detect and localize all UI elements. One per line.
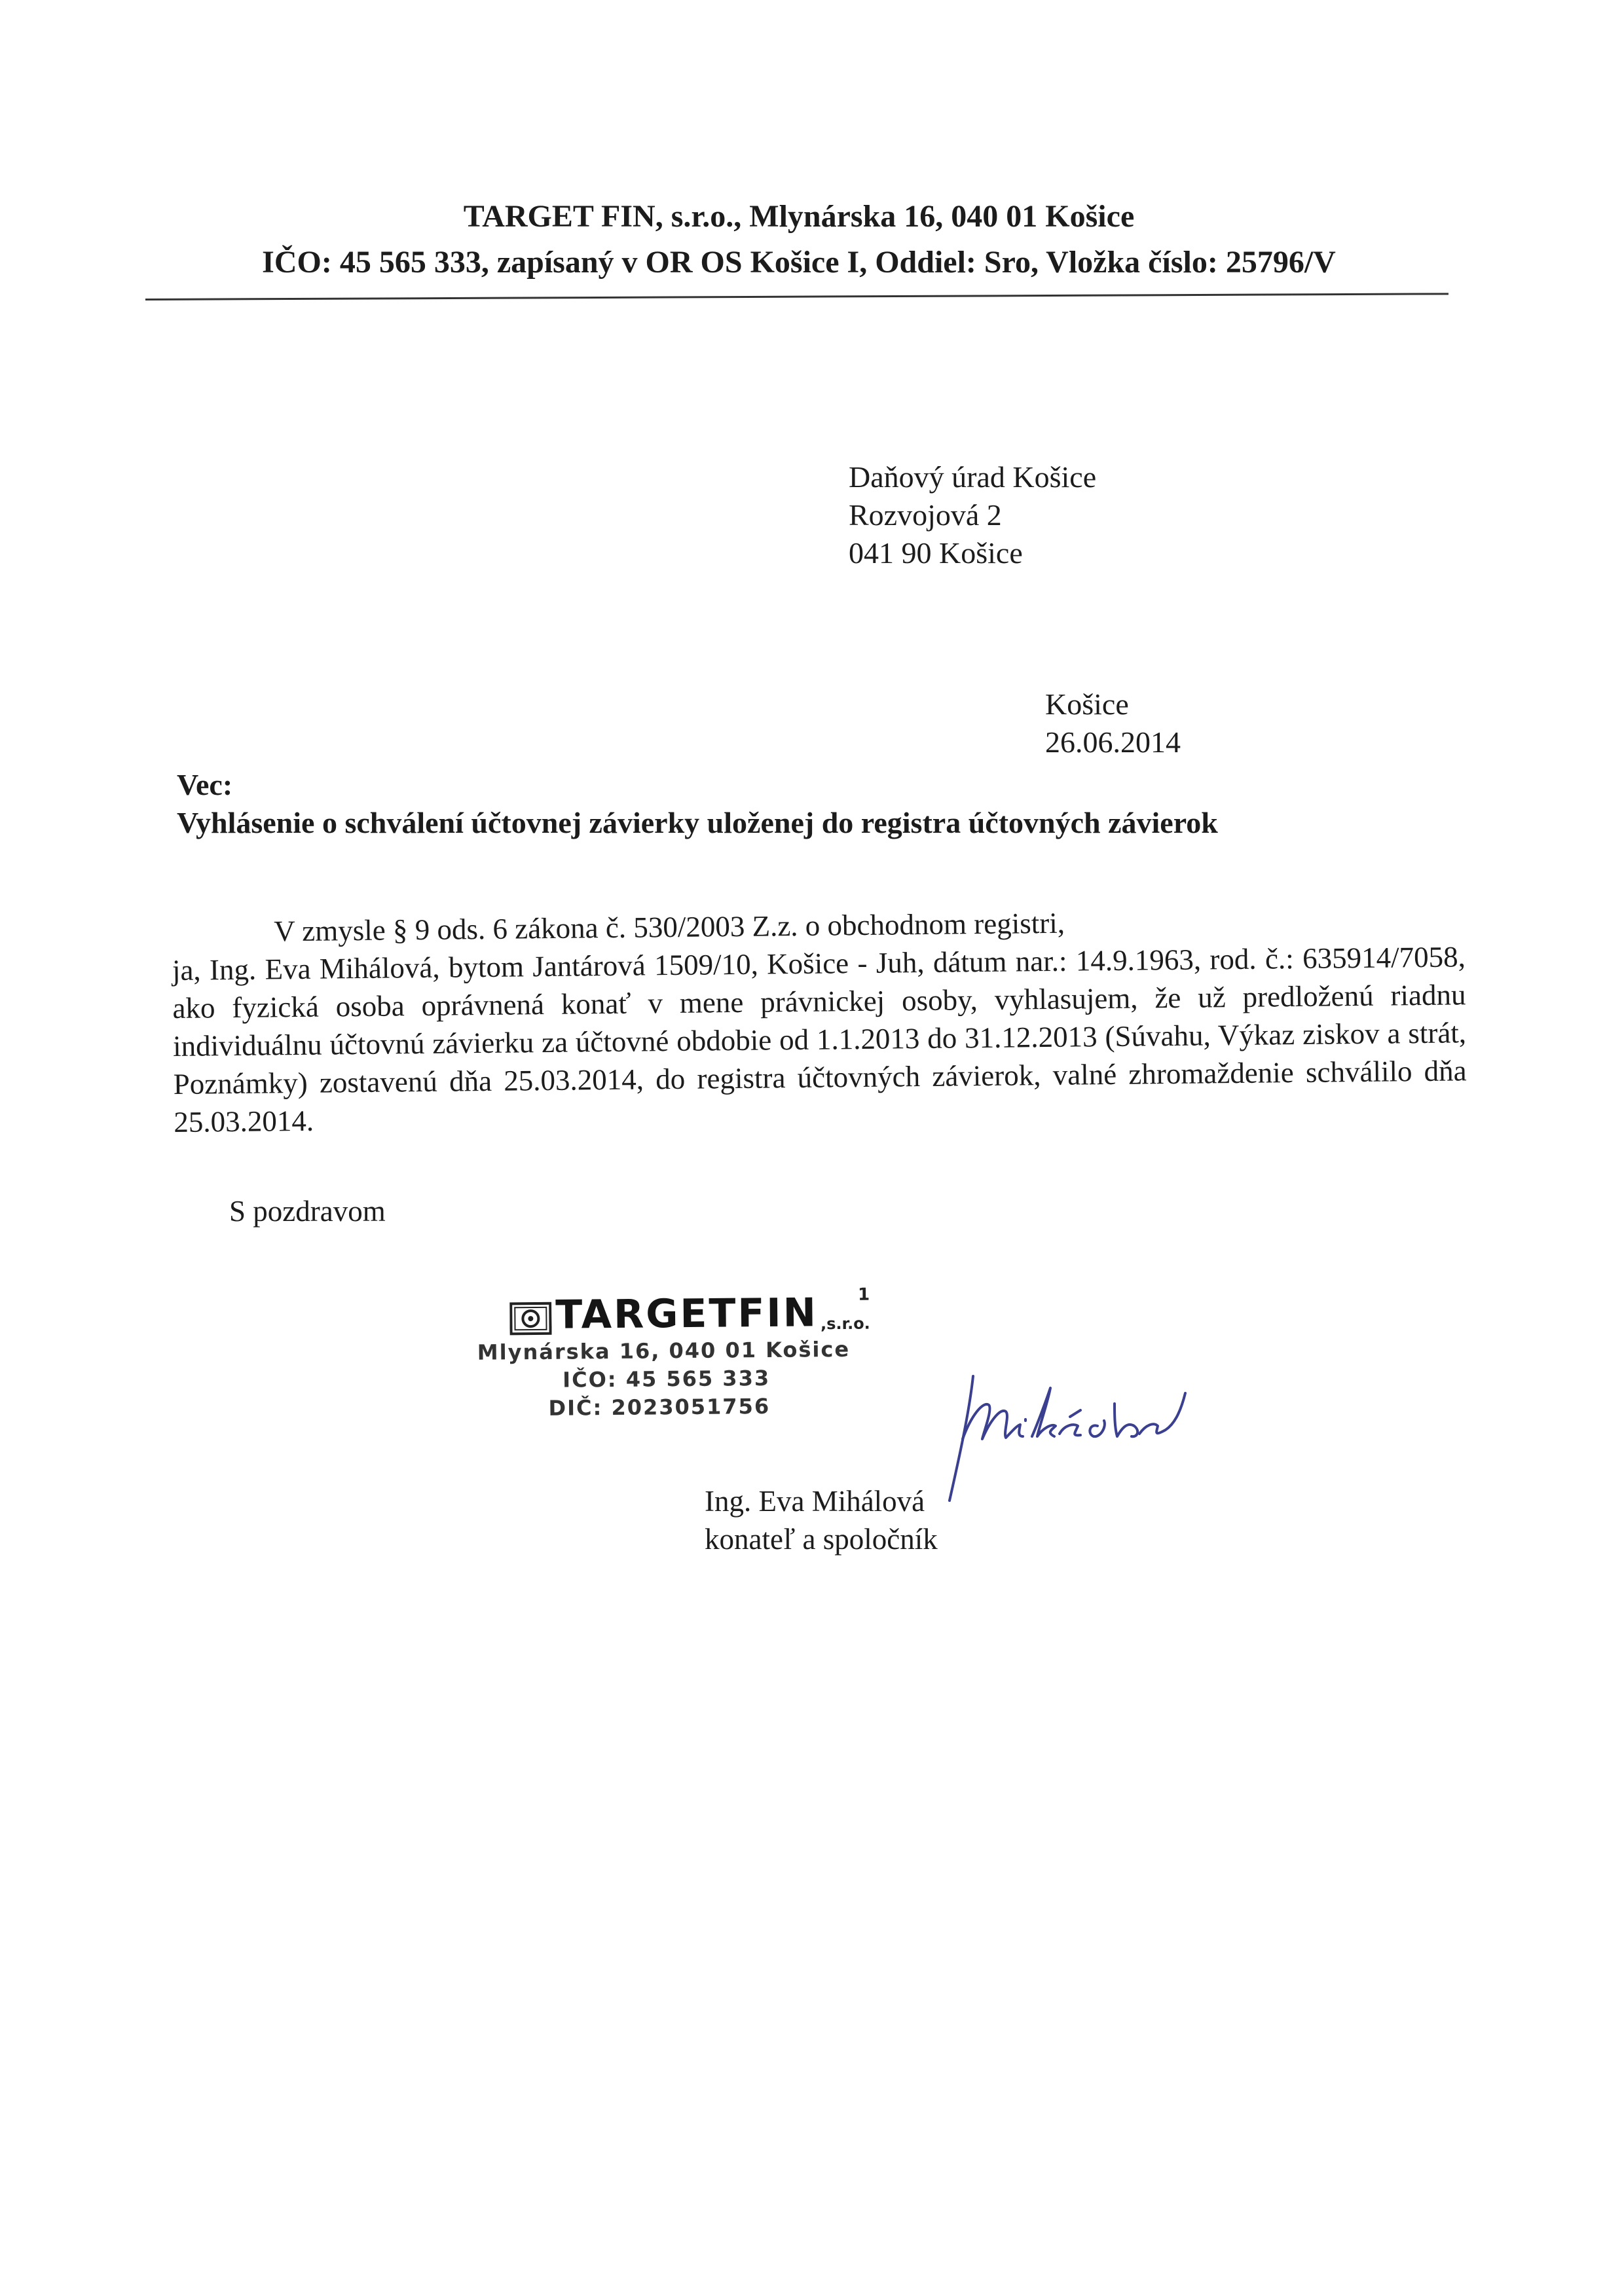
addressee-city: 041 90 Košice [849, 536, 1023, 570]
stamp-brand: TARGETFIN [555, 1290, 819, 1338]
subject-text: Vyhlásenie o schválení účtovnej závierky uloženej do registra účtovných závierok [177, 806, 1218, 839]
company-stamp [462, 1286, 915, 1440]
target-logo-icon [509, 1301, 551, 1337]
closing-salutation: S pozdravom [229, 1195, 386, 1228]
signer-block [705, 1482, 938, 1558]
body-paragraph-intro: V zmysle § 9 ods. 6 zákona č. 530/2003 Z.z. o obchodnom registri, [274, 906, 1065, 948]
stamp-legal-suffix: ,s.r.o. [820, 1314, 870, 1334]
stamp-logo [509, 1286, 870, 1337]
letterhead-company-line: TARGET FIN, s.r.o., Mlynárska 16, 040 01 Košice [463, 199, 1135, 234]
addressee-block [849, 458, 1096, 572]
stamp-dic: DIČ: 2023051756 [548, 1393, 771, 1421]
addressee-street: Rozvojová 2 [849, 498, 1002, 532]
subject-label: Vec: [177, 768, 233, 801]
letter-date: 26.06.2014 [1045, 725, 1181, 759]
stamp-number: 1 [857, 1285, 870, 1305]
letterhead-divider [145, 293, 1449, 301]
addressee-name: Daňový úrad Košice [849, 460, 1097, 494]
handwritten-signature [943, 1362, 1218, 1506]
signer-name: Ing. Eva Mihálová [705, 1485, 925, 1518]
place-date-block [1045, 685, 1181, 761]
subject-block [177, 766, 1218, 842]
signer-role: konateľ a spoločník [705, 1523, 938, 1556]
letter-body [172, 900, 1467, 1141]
letter-place: Košice [1045, 687, 1129, 721]
letterhead-registration-line: IČO: 45 565 333, zapísaný v OR OS Košice I, Oddiel: Sro, Vložka číslo: 25796/V [262, 245, 1336, 280]
body-paragraph-declaration: ja, Ing. Eva Mihálová, bytom Jantárová 1509/10, Košice - Juh, dátum nar.: 14.9.1963, rod. č.: 635914/7058, ako fyzická osoba oprávnená konať v mene právnickej osoby, vyhlasujem, že už predloženú riadnu individuálnu účtovnú závierku za účtovné obdobie od 1.1.2013 do 31.12.2013 (Súvahu, Výkaz ziskov a strát, Poznámky) zostavenú dňa 25.03.2014, do registra účtovných závierok, valné zhromaždenie schválilo dňa 25.03.2014. [172, 940, 1467, 1139]
stamp-address: Mlynárska 16, 040 01 Košice [477, 1336, 851, 1365]
stamp-ico: IČO: 45 565 333 [563, 1365, 771, 1393]
letterhead [151, 195, 1447, 284]
